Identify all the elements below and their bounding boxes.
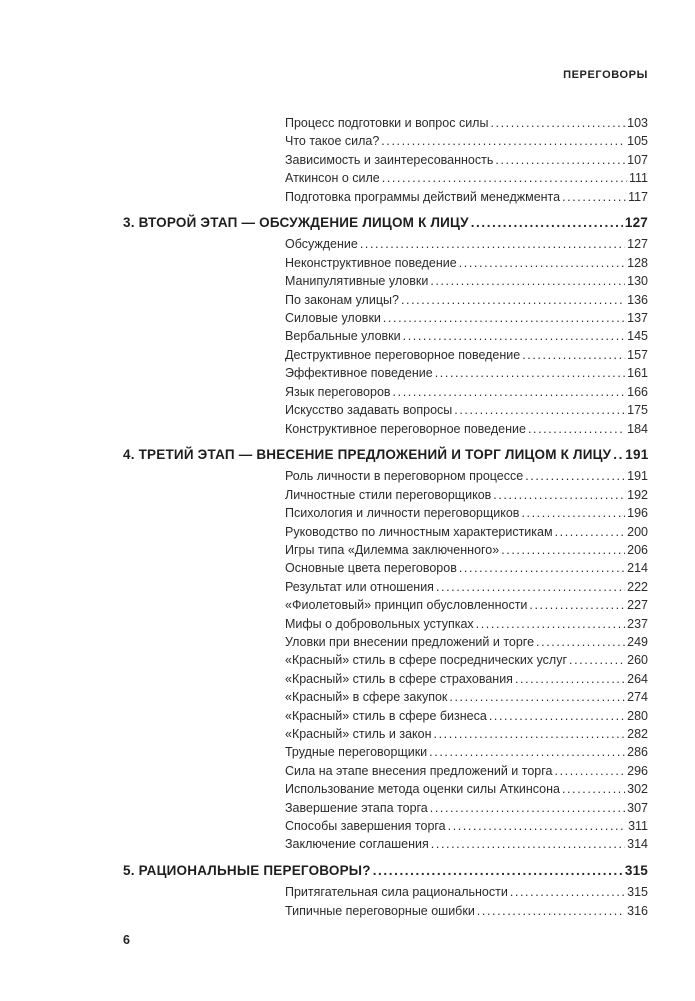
- toc-entry-page: 214: [627, 561, 648, 576]
- toc-entry-title: Неконструктивное поведение: [285, 255, 457, 270]
- toc-entry-page: 128: [627, 255, 648, 270]
- toc-section-heading: [123, 214, 648, 232]
- dot-leader: [429, 743, 625, 761]
- toc-entry: [285, 114, 648, 132]
- toc-entry-page: 302: [627, 782, 648, 797]
- toc-entry: [285, 364, 648, 382]
- toc-entry-page: 280: [627, 708, 648, 723]
- dot-leader: [489, 707, 625, 725]
- toc-entry-page: 206: [627, 542, 648, 557]
- toc-entry-title: Язык переговоров: [285, 384, 391, 399]
- toc-entry-title: «Красный» стиль и закон: [285, 727, 432, 741]
- toc-entry-page: 130: [627, 274, 648, 289]
- toc-entry: [285, 780, 648, 798]
- toc-entry: [285, 467, 648, 485]
- toc-entry-page: 166: [627, 384, 648, 399]
- toc-entry-group: [123, 883, 648, 920]
- toc-entry-title: Психология и личности переговорщиков: [285, 506, 520, 521]
- dot-leader: [522, 346, 625, 364]
- toc-entry: [285, 578, 648, 596]
- toc-entry-title: Игры типа «Дилемма заключенного»: [285, 542, 500, 557]
- toc-entry: [285, 291, 648, 309]
- toc-entry-group: [123, 114, 648, 206]
- dot-leader: [521, 504, 625, 522]
- toc-section-heading-page: 191: [625, 446, 649, 462]
- toc-entry-title: Процесс подготовки и вопрос силы: [285, 116, 489, 130]
- toc-entry-page: 264: [627, 671, 648, 686]
- toc-entry-title: «Красный» в сфере закупок: [285, 690, 448, 705]
- toc-entry: [285, 188, 648, 206]
- toc-entry-title: «Фиолетовый» принцип обусловленности: [285, 598, 528, 613]
- toc-entry-page: 137: [627, 311, 648, 326]
- dot-leader: [493, 486, 625, 504]
- toc-entry: [285, 401, 648, 419]
- toc-entry: [285, 559, 648, 577]
- toc-entry-group: [123, 467, 648, 854]
- toc-entry-title: Манипулятивные уловки: [285, 274, 429, 289]
- dot-leader: [435, 364, 625, 382]
- toc-entry-title: Сила на этапе внесения предложений и торга: [285, 763, 553, 778]
- toc-entry: [285, 835, 648, 853]
- toc-entry: [285, 151, 648, 169]
- dot-leader: [569, 651, 625, 669]
- toc-entry: [285, 762, 648, 780]
- dot-leader: [436, 578, 625, 596]
- toc-entry-group: [123, 235, 648, 437]
- dot-leader: [403, 327, 626, 345]
- dot-leader: [383, 309, 625, 327]
- toc-entry: [285, 504, 648, 522]
- toc-entry: [285, 523, 648, 541]
- dot-leader: [501, 541, 625, 559]
- toc-entry: [285, 596, 648, 614]
- toc-entry-page: 282: [627, 727, 648, 741]
- toc-entry: [285, 615, 648, 633]
- dot-leader: [562, 188, 626, 206]
- toc-entry: [285, 272, 648, 290]
- toc-entry-page: 107: [627, 152, 648, 167]
- toc-entry-page: 196: [627, 506, 648, 521]
- toc-entry-page: 237: [627, 616, 648, 631]
- dot-leader: [476, 615, 625, 633]
- toc-entry-page: 296: [627, 763, 648, 778]
- dot-leader: [515, 670, 625, 688]
- toc-entry: [285, 707, 648, 725]
- toc-entry-page: 222: [627, 579, 648, 594]
- dot-leader: [495, 151, 625, 169]
- toc-entry-title: Завершение этапа торга: [285, 800, 428, 815]
- toc-entry-title: Конструктивное переговорное поведение: [285, 421, 526, 436]
- toc-entry-title: Результат или отношения: [285, 579, 434, 594]
- toc-entry-title: По законам улицы?: [285, 292, 399, 307]
- toc-entry-page: 315: [627, 885, 648, 900]
- toc-entry-page: 227: [627, 598, 648, 613]
- toc-entry-title: Обсуждение: [285, 237, 358, 252]
- toc-entry-title: Трудные переговорщики: [285, 745, 428, 760]
- dot-leader: [555, 762, 626, 780]
- toc-entry-page: 145: [627, 329, 648, 344]
- toc-entry-title: Что такое сила?: [285, 134, 380, 149]
- toc-entry: [285, 541, 648, 559]
- toc-entry-page: 111: [628, 171, 648, 186]
- toc-entry-title: Способы завершения торга: [285, 819, 446, 834]
- dot-leader: [555, 523, 626, 541]
- toc-entry: [285, 743, 648, 761]
- toc-entry-title: Мифы о добровольных уступках: [285, 616, 474, 631]
- toc-entry-page: 161: [627, 366, 648, 381]
- toc-entry-page: 307: [627, 800, 648, 815]
- toc-entry-page: 311: [628, 819, 648, 834]
- dot-leader: [360, 235, 625, 253]
- toc-entry-title: Зависимость и заинтересованность: [285, 152, 494, 167]
- toc-entry-page: 103: [627, 116, 648, 130]
- dot-leader: [448, 817, 626, 835]
- toc-entry-title: Использование метода оценки силы Аткинсона: [285, 782, 560, 797]
- toc-entry-title: Уловки при внесении предложений и торге: [285, 634, 535, 649]
- dot-leader: [430, 272, 625, 290]
- toc-entry-page: 175: [627, 403, 648, 418]
- running-header: ПЕРЕГОВОРЫ: [563, 69, 648, 81]
- toc-entry: [285, 327, 648, 345]
- dot-leader: [562, 780, 625, 798]
- toc-entry-page: 191: [627, 469, 648, 484]
- toc-entry-title: Роль личности в переговорном процессе: [285, 469, 524, 484]
- toc-entry: [285, 670, 648, 688]
- dot-leader: [510, 883, 625, 901]
- toc-entry-page: 117: [628, 189, 648, 204]
- toc-entry-page: 260: [627, 653, 648, 668]
- dot-leader: [430, 799, 625, 817]
- dot-leader: [373, 862, 623, 880]
- toc-entry: [285, 902, 648, 920]
- dot-leader: [382, 169, 627, 187]
- dot-leader: [477, 902, 625, 920]
- toc-entry: [285, 651, 648, 669]
- toc-entry-title: «Красный» стиль в сфере посреднических услуг: [285, 653, 568, 668]
- toc-entry-page: 105: [627, 134, 648, 149]
- toc-entry: [285, 254, 648, 272]
- dot-leader: [471, 214, 623, 232]
- toc-section-heading-title: 4. ТРЕТИЙ ЭТАП — ВНЕСЕНИЕ ПРЕДЛОЖЕНИЙ И ТОРГ ЛИЦОМ К ЛИЦУ: [123, 446, 612, 462]
- toc-entry-title: Искусство задавать вопросы: [285, 403, 453, 418]
- toc-entry-title: Руководство по личностным характеристикам: [285, 524, 553, 539]
- toc-entry-page: 249: [627, 634, 648, 649]
- toc-section-heading-title: 5. РАЦИОНАЛЬНЫЕ ПЕРЕГОВОРЫ?: [123, 862, 371, 878]
- dot-leader: [528, 420, 625, 438]
- toc-entry-title: Деструктивное переговорное поведение: [285, 347, 521, 362]
- toc-entry-page: 127: [627, 237, 648, 252]
- toc-entry: [285, 132, 648, 150]
- toc-entry-title: Типичные переговорные ошибки: [285, 903, 475, 918]
- toc-section-heading-page: 127: [624, 215, 648, 231]
- dot-leader: [490, 114, 625, 132]
- toc-entry-page: 314: [627, 837, 648, 852]
- toc-entry-page: 316: [627, 903, 648, 918]
- toc-entry-title: Личностные стили переговорщиков: [285, 487, 492, 502]
- page-number: 6: [123, 933, 130, 947]
- toc-entry: [285, 883, 648, 901]
- toc-entry-page: 136: [627, 292, 648, 307]
- dot-leader: [529, 596, 625, 614]
- toc-entry-title: Подготовка программы действий менеджмента: [285, 189, 561, 204]
- toc-entry: [285, 346, 648, 364]
- toc-section-heading-title: 3. ВТОРОЙ ЭТАП — ОБСУЖДЕНИЕ ЛИЦОМ К ЛИЦУ: [123, 215, 469, 231]
- toc-entry-title: Заключение соглашения: [285, 837, 429, 852]
- toc-entry: [285, 688, 648, 706]
- toc-entry: [285, 235, 648, 253]
- toc-entry-title: Эффективное поведение: [285, 366, 433, 381]
- dot-leader: [401, 291, 625, 309]
- toc-entry-title: Притягательная сила рациональности: [285, 885, 508, 900]
- toc-entry: [285, 169, 648, 187]
- dot-leader: [434, 725, 626, 743]
- toc-section-heading: [123, 862, 648, 880]
- dot-leader: [525, 467, 625, 485]
- toc-entry: [285, 633, 648, 651]
- dot-leader: [613, 446, 623, 464]
- toc-entry-page: 184: [627, 421, 648, 436]
- dot-leader: [431, 835, 625, 853]
- toc-entry: [285, 725, 648, 743]
- dot-leader: [459, 559, 625, 577]
- toc-entry-title: «Красный» стиль в сфере бизнеса: [285, 708, 487, 723]
- toc-entry-page: 274: [627, 690, 648, 705]
- toc-entry-page: 286: [627, 745, 648, 760]
- toc-entry-title: Основные цвета переговоров: [285, 561, 457, 576]
- toc-entry-title: Аткинсон о силе: [285, 171, 380, 186]
- toc-section-heading: [123, 446, 648, 464]
- toc-entry: [285, 383, 648, 401]
- dot-leader: [393, 383, 626, 401]
- toc-entry: [285, 817, 648, 835]
- toc-entry: [285, 309, 648, 327]
- dot-leader: [459, 254, 625, 272]
- toc-entry-title: Вербальные уловки: [285, 329, 401, 344]
- toc-entry-page: 157: [627, 347, 648, 362]
- toc-entry-page: 200: [627, 524, 648, 539]
- dot-leader: [449, 688, 625, 706]
- dot-leader: [536, 633, 625, 651]
- toc-entry-title: «Красный» стиль в сфере страхования: [285, 671, 513, 686]
- toc-entry-title: Силовые уловки: [285, 311, 381, 326]
- toc-entry: [285, 799, 648, 817]
- toc-list: [123, 114, 648, 920]
- toc-entry-page: 192: [627, 487, 648, 502]
- dot-leader: [381, 132, 625, 150]
- toc-section-heading-page: 315: [624, 862, 648, 878]
- dot-leader: [454, 401, 625, 419]
- toc-entry: [285, 420, 648, 438]
- toc-entry: [285, 486, 648, 504]
